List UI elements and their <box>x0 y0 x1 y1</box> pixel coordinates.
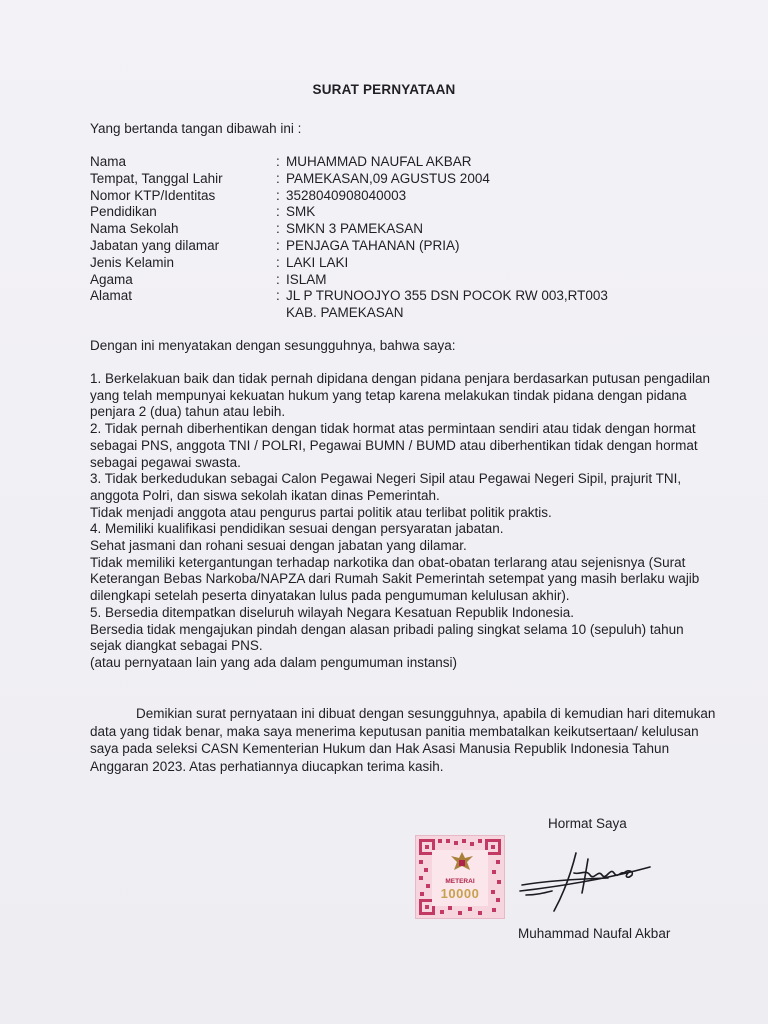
identity-colon: : <box>276 288 280 304</box>
identity-row <box>90 238 690 255</box>
identity-colon: : <box>276 154 280 169</box>
identity-colon: : <box>276 254 280 270</box>
statement-item: (atau pernyataan lain yang ada dalam pengumuman instansi) <box>90 654 457 670</box>
identity-label: Nama Sekolah <box>90 221 179 237</box>
identity-colon: : <box>276 187 280 203</box>
identity-colon: : <box>276 271 280 287</box>
identity-label: Nomor KTP/Identitas <box>90 187 216 203</box>
identity-row <box>90 255 690 272</box>
identity-value: LAKI LAKI <box>286 254 349 270</box>
identity-label: Tempat, Tanggal Lahir <box>90 170 223 186</box>
identity-colon: : <box>276 170 280 186</box>
identity-table <box>90 154 690 322</box>
identity-value: SMK <box>286 204 316 220</box>
identity-value: JL P TRUNOOJYO 355 DSN POCOK RW 003,RT003 <box>286 288 608 304</box>
stamp-value: 10000 <box>440 886 480 901</box>
identity-value: PENJAGA TAHANAN (PRIA) <box>286 237 460 253</box>
identity-row <box>90 188 690 205</box>
statement-item: 4. Memiliki kualifikasi pendidikan sesuai dengan persyaratan jabatan. <box>90 521 504 537</box>
identity-value: PAMEKASAN,09 AGUSTUS 2004 <box>286 170 490 186</box>
regards-text: Hormat Saya <box>548 816 627 831</box>
qr-code-icon <box>416 836 504 918</box>
declaration-text: Dengan ini menyatakan dengan sesungguhnya, bahwa saya: <box>90 338 456 353</box>
identity-colon: : <box>276 237 280 253</box>
statement-item: 1. Berkelakuan baik dan tidak pernah dipidana dengan pidana penjara berdasarkan putusan pengadilan yang telah mempunyai kekuatan hukum yang tetap karena melakukan tindak pidana dengan pidana penjara 2 (dua) tahun atau lebih. <box>90 371 710 420</box>
signer-name: Muhammad Naufal Akbar <box>518 926 671 941</box>
identity-row <box>90 154 690 171</box>
identity-row-continuation <box>90 305 690 322</box>
statement-item: Sehat jasmani dan rohani sesuai dengan jabatan yang dilamar. <box>90 538 467 554</box>
identity-colon: : <box>276 221 280 237</box>
statement-item: Tidak memiliki ketergantungan terhadap narkotika dan obat-obatan terlarang atau sejenisnya (Surat Keterangan Bebas Narkoba/NAPZA dari Rumah Sakit Pemerintah setempat yang masih berlaku wajib dilengkapi setelah peserta dinyatakan lulus pada pengumuman kelulusan akhir). <box>90 554 700 604</box>
statement-item: 3. Tidak berkedudukan sebagai Calon Pegawai Negeri Sipil atau Pegawai Negeri Sipil, prajurit TNI, anggota Polri, dan siswa sekolah ikatan dinas Pemerintah. <box>90 471 682 503</box>
statement-item: 2. Tidak pernah diberhentikan dengan tidak hormat atas permintaan sendiri atau tidak dengan hormat sebagai PNS, anggota TNI / POLRI, Pegawai BUMN / BUMD atau diberhentikan tidak dengan hormat sebagai pegawai swasta. <box>90 421 698 470</box>
identity-row <box>90 171 690 188</box>
statement-item: Bersedia tidak mengajukan pindah dengan alasan pribadi paling singkat selama 10 (sepuluh) tahun sejak diangkat sebagai PNS. <box>90 621 684 654</box>
intro-text: Yang bertanda tangan dibawah ini : <box>90 121 302 136</box>
signature-image <box>516 845 656 917</box>
identity-row <box>90 272 690 289</box>
identity-label: Jabatan yang dilamar <box>90 237 220 253</box>
meterai-stamp <box>415 835 505 919</box>
identity-value: 3528040908040003 <box>286 187 407 203</box>
identity-label: Agama <box>90 271 133 287</box>
identity-label-empty <box>90 305 276 322</box>
identity-label: Nama <box>90 154 127 169</box>
identity-value-continuation: KAB. PAMEKASAN <box>286 305 404 321</box>
identity-row <box>90 204 690 221</box>
identity-value: MUHAMMAD NAUFAL AKBAR <box>286 154 472 169</box>
identity-value: ISLAM <box>286 271 327 287</box>
closing-paragraph: Demikian surat pernyataan ini dibuat dengan sesungguhnya, apabila di kemudian hari ditemukan data yang tidak benar, maka saya menerima keputusan panitia membatalkan keikutsertaan/ kelulusan saya pada seleksi CASN Kementerian Hukum dan Hak Asasi Manusia Republik Indonesia Tahun Anggaran 2023. Atas perhatiannya diucapkan terima kasih. <box>90 706 716 774</box>
stamp-label: METERAI <box>445 878 475 885</box>
identity-value: SMKN 3 PAMEKASAN <box>286 221 424 237</box>
statement-item: 5. Bersedia ditempatkan diseluruh wilayah Negara Kesatuan Republik Indonesia. <box>90 604 575 620</box>
identity-label: Alamat <box>90 288 133 304</box>
statement-list <box>90 371 710 672</box>
statement-item: Tidak menjadi anggota atau pengurus partai politik atau terlibat politik praktis. <box>90 504 552 520</box>
identity-label: Pendidikan <box>90 204 157 220</box>
identity-colon: : <box>276 204 280 220</box>
document-title: SURAT PERNYATAAN <box>312 82 456 97</box>
garuda-emblem-icon <box>448 850 476 876</box>
identity-label: Jenis Kelamin <box>90 254 175 270</box>
identity-row <box>90 221 690 238</box>
identity-colon-empty <box>276 305 286 322</box>
identity-row <box>90 288 690 305</box>
